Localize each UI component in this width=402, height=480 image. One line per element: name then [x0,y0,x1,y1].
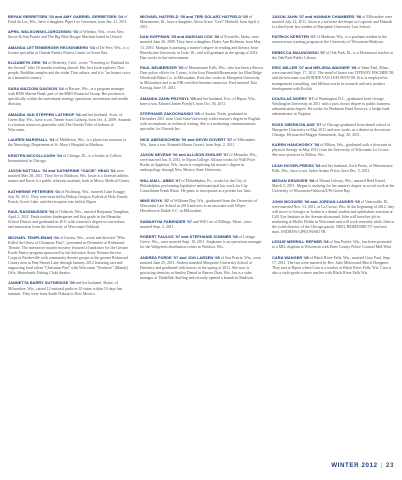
note-text: of Milwaukee were married July 22, 2011. Jason is a software developer at Logicom and Hannah is a third-year law student at Marquette University Law School. [272,14,393,29]
alumni-name: JOHN MCGUIRE '08 and JORDAN LANGER '09 [272,198,360,204]
class-note-entry [272,50,395,61]
note-text: of Chicago graduated from dental school at Marquette University in May 2011 and now works as a dentist in downtown Chicago. He married Maggie Siemieniak, Aug. 20, 2011. [272,122,391,137]
class-note-entry [8,60,131,81]
alumni-name: KAREN HANCHOSKY '08 [272,142,320,148]
class-note-entry [272,239,395,250]
note-text: and Will Lee of Billings, Mont., were married Sept. 3, 2011. [140,219,252,229]
page-footer [331,462,394,469]
note-text: were married May 28, 2011. They live in Madison, Wis. Jason is a licensed athletic trainer and Kacie is a public relations assistant, both at Mercy Medical Center. [8,169,130,184]
class-note-entry [272,178,395,194]
class-note-entry [272,34,395,45]
alumni-name: AMANDA ZAHN PRZYBYL '05 [140,95,196,101]
class-note-entry [272,199,395,235]
note-text: of Fitchburg, Wis., married Luke Knigge, July 30, 2011. They were married by Bishop Gregory Kuleck at Holy Family Parish, Grove Lake, and the reception was held at Ripon. [8,189,128,204]
class-note-entry [8,29,131,40]
column-1 [8,10,131,454]
note-text: of Sun Prairie, Wis., were married June 25, 2011. Andrea attended Marquette University School of Dentistry and graduated with honors in the spring of 2011. She now is practicing dentistry at Smiley Dental in Beaver Dam, Wis. Jon is a sales manager at ThinkPath Staffing and recently opened a branch in Madison. [140,255,261,281]
class-note-entry [272,65,395,91]
column-3 [272,10,395,454]
note-text: of Oak Park, Ill., is a Montessori teacher at the Oak Park Public Library. [272,50,393,60]
alumni-name: ERIC MILLER '07 and MELISSA WAGNER '08 [272,65,357,71]
class-note-entry [8,280,131,296]
alumni-name: ROBERT FAULDS '07 and STEPHANIE SOMMER '08 [140,234,238,240]
note-text: of Menomonie, Ill., have a daughter, Alexa Grace "Lexi" Hatfield, born April 2, 2011. [140,14,260,29]
alumni-name: MICHAEL HATFIELD '05 and TERI SOLARZ HATFIELD '05 [140,13,248,19]
note-text: of Austin, Texas, graduated in December 2011 from Utah State University with a master's degree in English, with an emphasis in technical writing. She is a marketing communications specialist for Cheetah Inc. [140,112,262,132]
class-note-entry [8,235,131,276]
class-note-entry [140,219,263,230]
alumni-name: JASON NEVENS '06 and ALLISON ENGLER '07 [140,152,229,158]
note-text: of Windsor, Wis., owns Alex Stowe & Sun Prairie and The Big Blue Boogie Machine based in Oxford. [8,30,124,40]
alumni-name: KATHERINE PETERSEN '04 [8,188,60,194]
class-note-entry [8,14,131,25]
note-text: of Cottage Grove, Wis., were married Sept. 18, 2011. Stephanie is an operations manager for the Walgreens distribution center in Windsor, Wis. [140,235,262,250]
class-note-entry [8,112,131,133]
class-note-entry [140,178,263,194]
note-text: of Saint Paul, Minn., were married Sept. 17, 2011. The maid of honor was TIFFANY FISCHER '08, and the best man was RONNIE VAN LEEUWEN '08. Eric is employed in management consulting, and Melissa works in research and new product development with Ecolab. [272,66,395,91]
note-text: of Curtiss, Wis., wrote and directed "Who Killed the Ghost of Christmas Past?," presented in December at Richmond Theatre. The interactive murder mystery featured a fundraiser for the Greater Foods Pantry program sponsored by the Salvation Army Women Service Corps in Pardeeville with community theater groups in the greater Richmond County area at Pine Shores Lane through January 2012 featuring cast and supporting local talent "Christmas Past" with Wisconsin "Nowhere" (Mandy) (Wis. Hinterlands Fishing Club) theatre. [8,235,129,276]
alumni-name: ROSS OBERSCHLAKE '07 [272,121,322,127]
alumni-name: LAUREN MARSHALL '04 [8,137,55,143]
alumni-name: AMANDA LETTENBERGER RECKENBERG '03 [8,44,95,50]
note-text: of Madison, Wis., is a graduate student in the neuroscience training program at the University of Wisconsin-Madison. [272,35,387,45]
alumni-name: MICHAEL TEMPLEMAN '04 [8,234,59,240]
page-number: 23 [385,462,394,469]
alumni-name: ANDREA FORDE '07 and JON LARSEN '08 [140,254,220,260]
alumni-name: MIKE BOYK '07 [140,198,170,204]
column-2 [140,10,263,454]
class-notes-columns [8,10,396,454]
alumni-name: WILLIAM L. ABBS '07 [140,177,181,183]
note-text: of Oshkosh, Wis., married Benjamin Tompkins, April 2, 2011. Paula teaches kindergarten and first grade in the Menasha School District and graduated in 2011 with a master's degree in curriculum and instruction from the University of Wisconsin-Oshkosh. [8,210,130,230]
class-note-entry [272,96,395,117]
class-note-entry [8,153,131,164]
alumni-name: JASON NUTTALL '04 and KATHERINE "KACIE" HEAD '04 [8,168,116,174]
note-text: of Berkeley, Calif., wrote "Traveling to Thailand for the Second" after 10 months teaching abroad. Her first book explores Thai people, Buddhist temples and the wider Thai culture, and it is "an honest voice in a beautiful country." [8,61,131,81]
class-note-entry [272,255,395,276]
class-note-entry [140,255,263,281]
note-text: of Racine, Wis., is a program manager with RMS Marine Bank, part of the BMO Financial Group. Her position is specifically within the investment strategy operations, investment and wealth division. [8,86,129,107]
class-note-entry [272,142,395,158]
note-text: and her husband, Eric, of Ripon, Wis., have a son, Edward James Przybyl, born Oct. 30, 2011. [140,96,257,106]
class-note-entry [140,96,263,107]
alumni-name: SAMANTHA FABENDER '07 [140,218,192,224]
note-text: of Mount Calvary, Wis., married Reid Krizel, March 5, 2011. Megan is studying for her master's degree in social work at the University of Wisconsin-Oshkosh/UW-Green Bay. [272,179,395,194]
class-note-entry [8,209,131,230]
class-note-entry [140,234,263,250]
note-text: of De Pere, Wis., is a license specialist at Oneida Family Fitness Center in Green Bay. [8,45,129,55]
class-note-entry [140,34,263,60]
alumni-name: ELIZABETH ZIRK '03 [8,60,48,66]
alumni-name: LEAH HOVER-PREISS '08 [272,162,321,168]
alumni-name: KRISTEN MCCOLLOUGH '04 [8,152,62,158]
note-text: of Milwaukee, Wis., have a son, Kenneth Mason Govert, born Sept. 2, 2011. [140,137,256,147]
note-text: of Chicago, Ill., is a broker at Colliers International in Chicago. [8,153,122,163]
class-note-entry [8,168,131,184]
alumni-name: REBECCA MALINOWSKI '07 [272,49,326,55]
issue-label: WINTER 2012 [331,462,378,469]
class-note-entry [140,111,263,132]
note-text: of Sun Prairie, Wis., has been promoted to a MIL chaplain at Wisconsin with Dane County Police Counsel Mid-West. [272,240,393,250]
alumni-name: DAN HOFFMAN '05 and MAEGAN COX '06 [140,34,220,40]
alumni-name: DOUGLAS NORRY '07 [272,96,314,102]
alumni-name: NICK ABENDSCHEIN '06 and KEVIN GOVERT '07 [140,136,233,142]
note-text: of Black River Falls, Wis., married Gary Faul, Sept. 17, 2011. The two were married by Rev. Julie Milton and Merril Hoeppner. They met at Ripon where Cara is a teacher at Black River Falls, Wis. Cara is also a sixth-grade science teacher with Black River Falls Wis. [272,255,392,276]
alumni-name: BRYAN GERRETSEN '03 and AMY GABRIEL GERRETSEN '04 [8,13,124,19]
class-note-entry [140,65,263,91]
class-note-entry [8,45,131,56]
class-note-entry [272,14,395,30]
class-note-entry [272,122,395,138]
class-note-entry [8,137,131,148]
alumni-name: CARA WANGER '08 [272,254,309,260]
note-text: of Washington D.C., graduated from George Washington University in 2011 with a juris doctor degree in public business administration degree. He works for Piedmont Fund Services, a hedge fund administrator in Virginia. [272,97,391,117]
alumni-name: MEGAN KRUEGER '08 [272,178,315,184]
alumni-name: AMANDA VAN STEPPEN LATHROP '04 [8,111,81,117]
note-text: of Williams Bay, Wis., graduated from the University of Wisconsin Law School in 2010 and now is an associate with Whyte Hirschboeck Dudek S.C. in Milwaukee. [140,199,258,214]
class-note-entry [8,86,131,107]
class-note-entry [140,14,263,30]
alumni-name: APRIL WALKOWSKI-JAROZINSKI '03 [8,29,79,35]
class-note-entry [140,198,263,214]
class-note-entry [140,137,263,148]
note-text: of Milton, Wis., graduated with a doctorate in physical therapy in May 2011 from the University of Wisconsin-La Crosse. She now practices in Milton, Wis. [272,143,392,158]
alumni-name: PAUL RASSMUSSEN '04 [8,209,55,215]
note-text: of Menasha, Wis., were married Jan. 8, 2011, in Ripon College. Allison works for Wall Price Books in Appleton, Wis. Jason is completing his master's degree in anthropology through New Mexico State University. [140,153,258,173]
note-text: and her husband, Zach Preiss, of Menomonee Falls, Wis., have a son, Jaden Ariano Preiss, born Dec. 5, 2011. [272,163,393,173]
note-text: of Middleton, Wis., is a physician assistant at the Neurology Department at St. Mary's Hospital in Madison. [8,138,126,148]
class-note-entry [272,163,395,174]
class-note-entry [140,152,263,173]
note-text: of Fond du Lac, Wis., have a daughter, Piper Lee Gerretsen, born Jan. 21, 2011. [8,14,128,24]
note-text: of Philadelphia, Pa., works for the City of Philadelphia, performing legislative and municipal law work for City Councilman Frank Rizzo. He plans to incorporate as a private law firm. [140,178,252,193]
alumni-name: STEPHANIE ZAKOCHANSKI '05 [140,111,200,117]
alumni-name: PATRICK KERSTEN '07 [272,34,316,40]
alumni-name: SARA MAZZONI DAVISON '04 [8,85,64,91]
class-note-entry [8,189,131,205]
alumni-name: LESLIE MERRILL REFNER '08 [272,239,329,245]
alumni-name: PAUL NEUBERGER '05 [140,65,184,71]
alumni-name: JANNETTA BARRY SUTHRIDGE '05 [8,280,75,286]
note-text: of Menomonee Falls, Wis., who has been a Brown Deer police officer for 5 years, is the Iron Pitsmith/Boarmaster for Blue Ridge Woodcraft Bikes Co. in Milwaukee. Paul also works at Marquette University in Milwaukee and is an FBI-certified firearms instructor. Paul married Tara Kressig, June 19, 2011. [140,66,263,91]
footer-separator: | [380,462,383,469]
alumni-name: JASON JAHN '07 and HANNAH CHAMBERS '08 [272,13,362,19]
note-text: of Pocatello, Idaho, were married June 26, 2009. They have a daughter, Haley Ann Hoffman, born May 13, 2010. Maegan is pursuing a master's degree in reading and literacy from Benedictine University in Lisle, Ill., and will graduate in the spring of 2012. Dan works in law enforcement. [140,35,261,60]
note-text: and her husband, Shane, of Milwaukee, Wis., raised 12 national parks in 10 states within 10 days last summer. They were from South Dakota to New Mexico. [8,281,123,296]
note-text: and her husband, Scott, of Green Bay, Wis., have a son, Tanner Scott Lathrop, born Oct. 4, 2009. Amanda is a human resources generalist with The Oneida Tribe of Indians of Wisconsin. [8,112,131,132]
note-text: of Vanvouille, Ill., were married Nov. 13, 2011, at La Crosse, Wis. At the beginning of 2012, they will move to Georgia as Jordan is a dental student and ophthalmic assistant at LSU Eye Institute in the Avenue ultrasound. John will have her job in marketing at Mollie Dobbs in Wisconsin and will work remotely while John is the youth director of the Chicago parish. NEEL BEIMFORD '07 was best man. ANDREW LIPKOWSKI '08. [272,199,395,234]
